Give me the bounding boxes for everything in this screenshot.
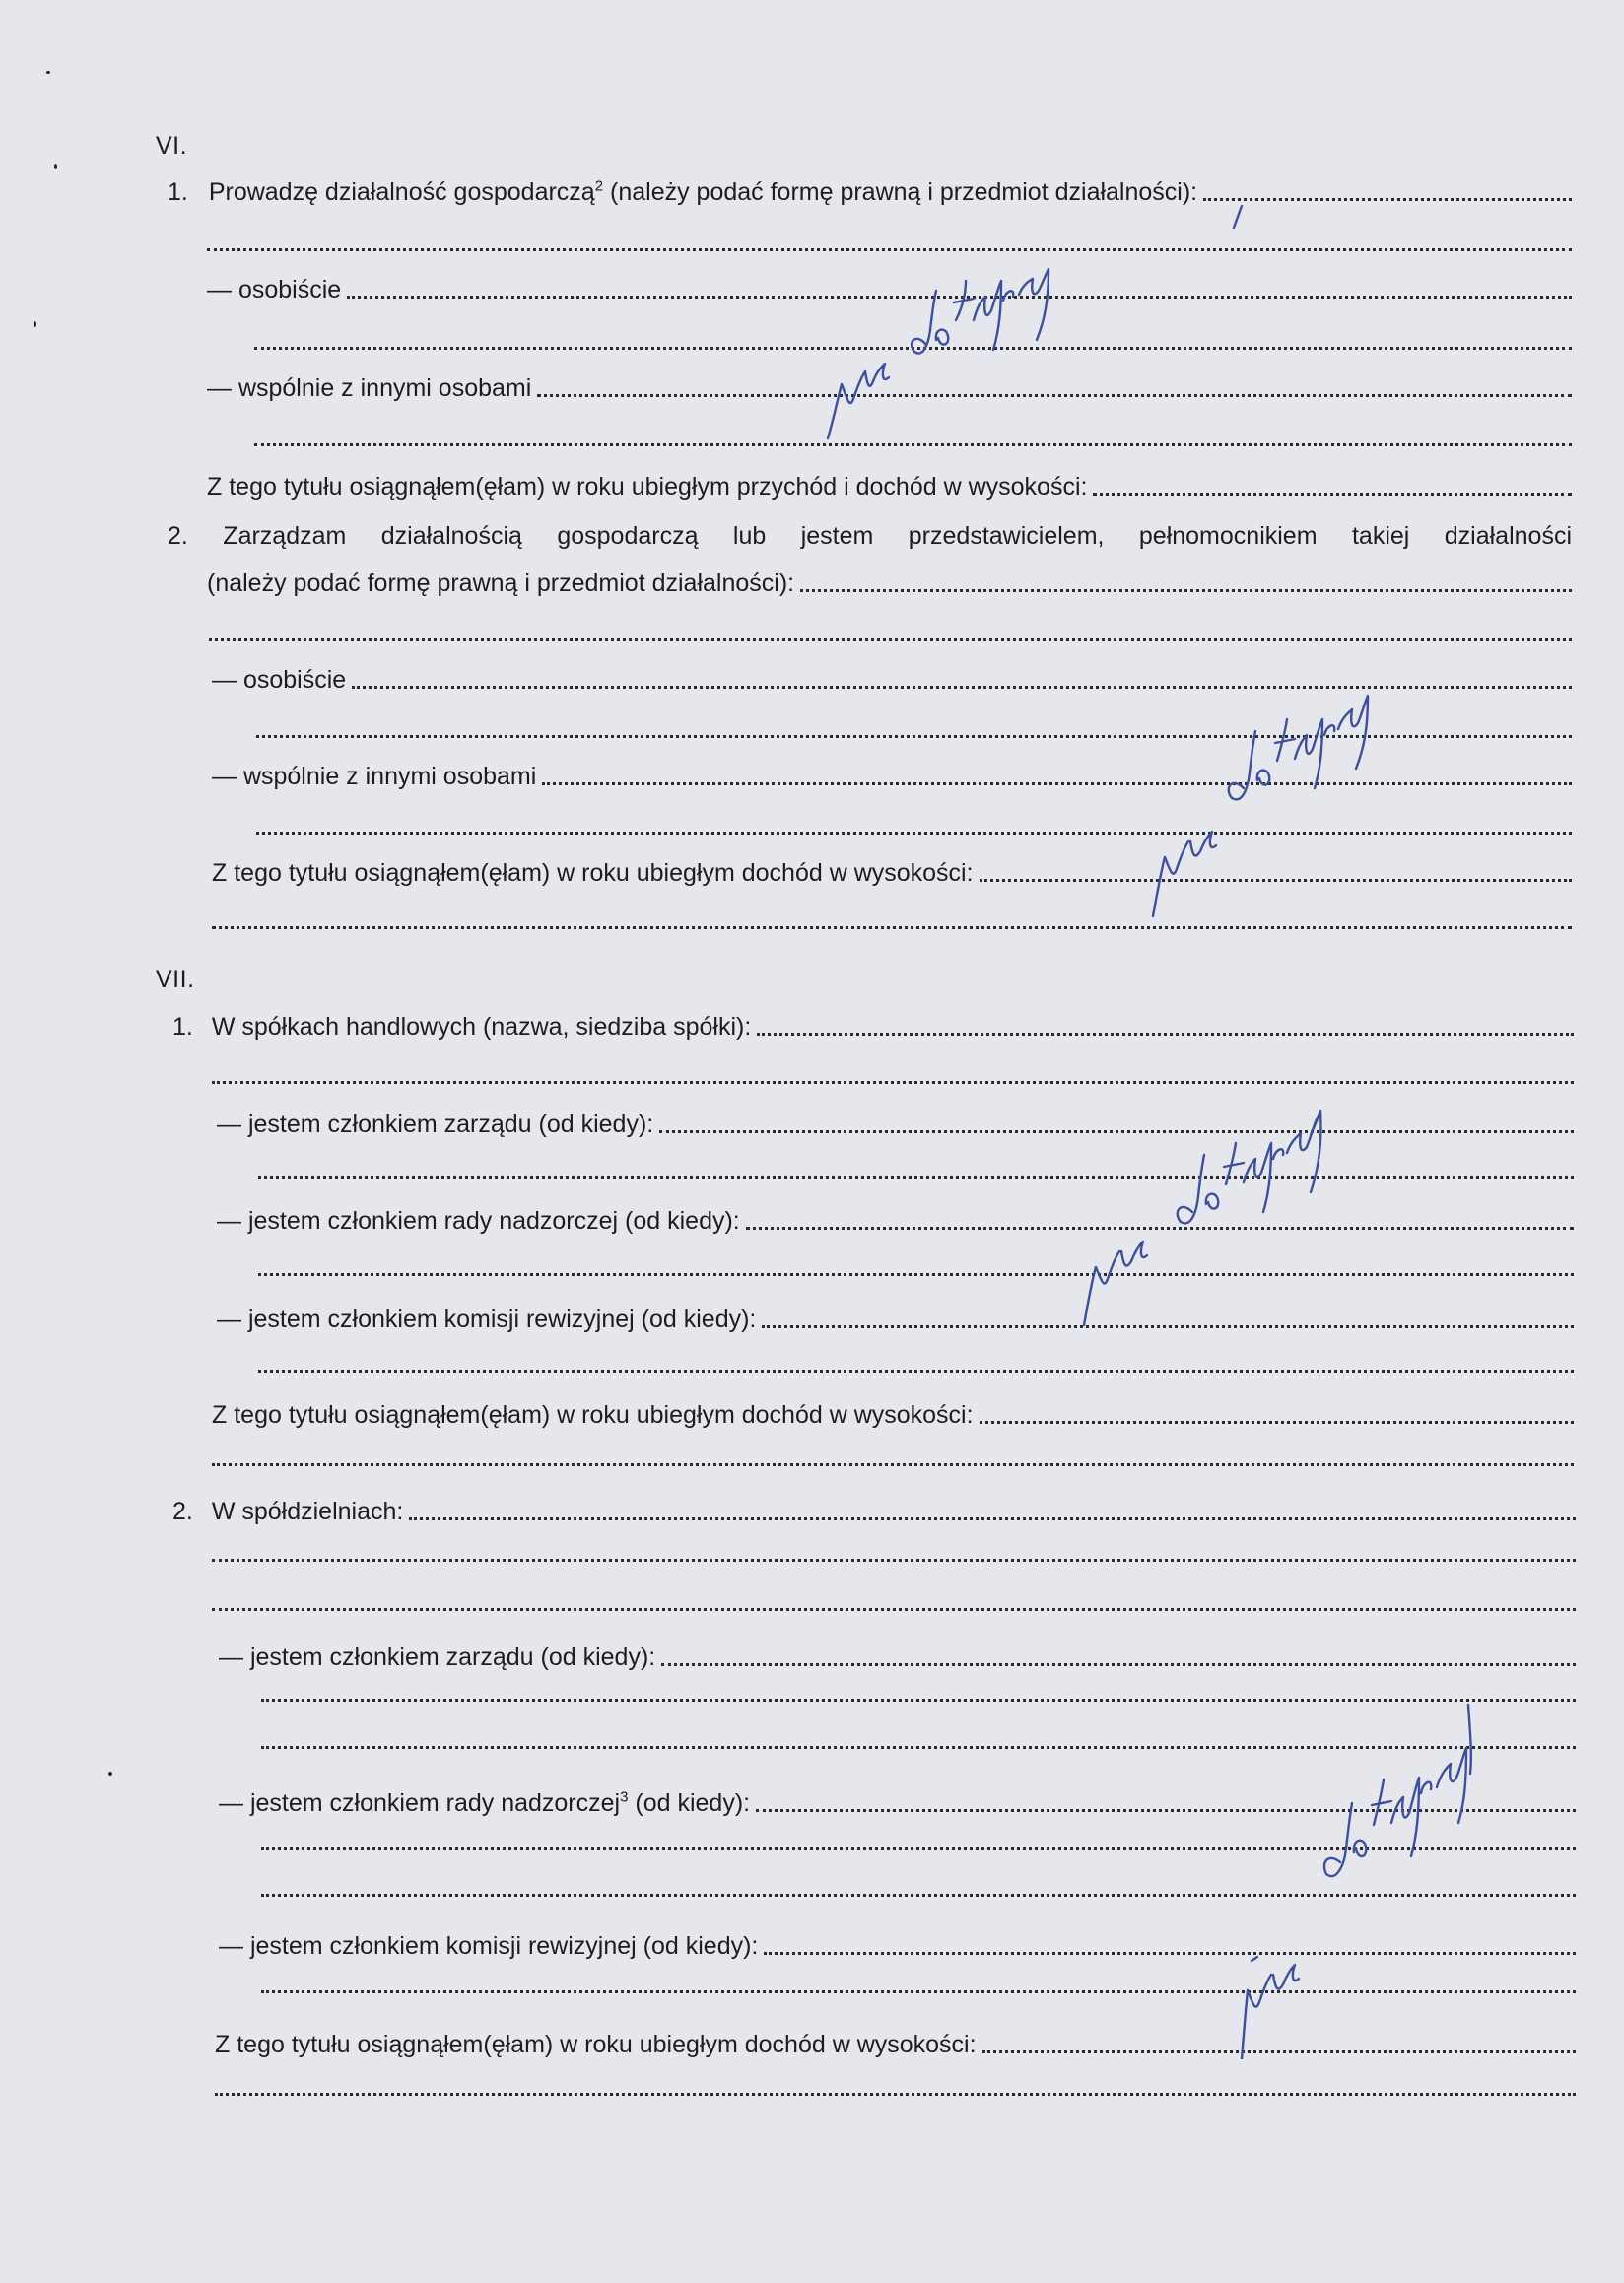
fill-line[interactable] — [212, 1463, 1574, 1466]
fill-line[interactable] — [980, 1421, 1574, 1424]
fill-line[interactable] — [261, 1894, 1576, 1897]
fill-line[interactable] — [261, 1746, 1576, 1749]
vi-1-income-label: Z tego tytułu osiągnąłem(ęłam) w roku ubiegłym przychód i dochód w wysokości: — [207, 473, 1088, 501]
fill-line[interactable] — [212, 1608, 1576, 1611]
vi-2-label-line1: 2. Zarządzam działalnością gospodarczą lub jestem przedstawicielem, pełnomocnikiem takiej działalności — [168, 522, 1572, 550]
fill-line[interactable] — [209, 638, 1572, 641]
vii-1-audit — [217, 1303, 1574, 1334]
vii-2-supervisory: — jestem członkiem rady nadzorczej$^3$ (od kiedy): — [219, 1786, 1576, 1818]
vii-1-supervisory-label: — jestem członkiem rady nadzorczej (od kiedy): — [217, 1207, 740, 1235]
item-number: 2. — [172, 1498, 193, 1525]
fill-line[interactable] — [756, 1809, 1576, 1812]
vii-2-audit-label: — jestem członkiem komisji rewizyjnej (od kiedy): — [219, 1932, 759, 1960]
fill-line[interactable] — [254, 347, 1572, 350]
vii-2-board-label: — jestem członkiem zarządu (od kiedy): — [219, 1644, 656, 1671]
vi-1-label-cont: (należy podać formę prawną i przedmiot działalności): — [603, 178, 1198, 206]
vi-2-income — [212, 856, 1572, 888]
vii-1-board-label: — jestem członkiem zarządu (od kiedy): — [217, 1110, 654, 1138]
vii-2-label: W spółdzielniach: — [211, 1498, 404, 1525]
vi-1-label: Prowadzę działalność gospodarczą — [208, 178, 595, 206]
fill-line[interactable] — [352, 686, 1572, 689]
fill-line[interactable] — [537, 394, 1572, 397]
vi-2-joint — [212, 760, 1572, 791]
vi-2-label-line2: (należy podać formę prawną i przedmiot działalności): — [207, 567, 1572, 598]
fill-line[interactable] — [258, 1273, 1574, 1276]
item-number: 1. — [168, 178, 188, 206]
fill-line[interactable] — [542, 782, 1572, 785]
scan-speck — [34, 321, 36, 327]
vii-1-board — [217, 1108, 1574, 1139]
fill-line[interactable] — [764, 1952, 1576, 1955]
vi-2-personal — [212, 663, 1572, 695]
vii-2-cooperatives — [172, 1495, 1576, 1526]
vi-1-income — [207, 470, 1572, 502]
vii-1-supervisory — [217, 1204, 1574, 1236]
fill-line[interactable] — [982, 2050, 1576, 2053]
vii-2-audit — [219, 1929, 1576, 1961]
vii-2-supervisory-label: — jestem członkiem rady nadzorczej — [219, 1789, 621, 1817]
fill-line[interactable] — [261, 1990, 1576, 1993]
fill-line[interactable] — [212, 1559, 1576, 1562]
vii-1-label: W spółkach handlowych (nazwa, siedziba spółki): — [211, 1013, 752, 1041]
vi-1-business-activity — [168, 175, 1572, 207]
vi-1-personal — [207, 273, 1572, 304]
vii-1-income — [212, 1398, 1574, 1430]
scan-speck — [46, 71, 50, 74]
vii-2-board — [219, 1641, 1576, 1672]
fill-line[interactable] — [800, 589, 1572, 592]
vii-1-income-label: Z tego tytułu osiągnąłem(ęłam) w roku ubiegłym dochód w wysokości: — [212, 1401, 974, 1429]
fill-line[interactable] — [261, 1847, 1576, 1850]
fill-line[interactable] — [980, 879, 1572, 882]
fill-line[interactable] — [746, 1227, 1574, 1230]
fill-line[interactable] — [757, 1033, 1574, 1036]
section-heading-vii: VII. — [156, 966, 195, 993]
footnote-ref: 2 — [594, 177, 604, 195]
fill-line[interactable] — [661, 1663, 1576, 1666]
fill-line[interactable] — [258, 1176, 1574, 1179]
fill-line[interactable] — [207, 248, 1572, 251]
section-heading-vi: VI. — [156, 132, 188, 160]
scan-speck — [54, 164, 57, 169]
fill-line[interactable] — [409, 1517, 1576, 1520]
vi-1-personal-label: — osobiście — [207, 276, 342, 303]
fill-line[interactable] — [762, 1325, 1574, 1328]
fill-line[interactable] — [258, 1370, 1574, 1373]
handwritten-annotation — [1222, 1665, 1498, 2059]
vi-2-personal-label: — osobiście — [212, 666, 347, 694]
vi-2-income-label: Z tego tytułu osiągnąłem(ęłam) w roku ubiegłym dochód w wysokości: — [212, 859, 974, 887]
fill-line[interactable] — [1093, 493, 1572, 496]
fill-line[interactable] — [212, 1081, 1574, 1084]
vi-1-joint — [207, 371, 1572, 403]
fill-line[interactable] — [256, 832, 1572, 835]
item-number: 2. — [168, 522, 188, 550]
vi-2-joint-label: — wspólnie z innymi osobami — [212, 763, 537, 790]
fill-line[interactable] — [256, 735, 1572, 738]
vii-1-audit-label: — jestem członkiem komisji rewizyjnej (od kiedy): — [217, 1306, 757, 1333]
fill-line[interactable] — [254, 443, 1572, 446]
vii-1-companies — [172, 1010, 1574, 1041]
fill-line[interactable] — [347, 296, 1572, 299]
item-number: 1. — [172, 1013, 193, 1041]
vi-1-joint-label: — wspólnie z innymi osobami — [207, 374, 532, 402]
scan-speck — [108, 1772, 112, 1776]
fill-line[interactable] — [261, 1699, 1576, 1702]
fill-line[interactable] — [1203, 198, 1572, 201]
footnote-ref: 3 — [620, 1788, 629, 1806]
fill-line[interactable] — [212, 926, 1572, 929]
fill-line[interactable] — [215, 2093, 1576, 2096]
vii-2-income — [215, 2028, 1576, 2059]
fill-line[interactable] — [659, 1130, 1574, 1133]
vii-2-income-label: Z tego tytułu osiągnąłem(ęłam) w roku ubiegłym dochód w wysokości: — [215, 2031, 977, 2058]
handwritten-annotation — [1133, 670, 1389, 926]
